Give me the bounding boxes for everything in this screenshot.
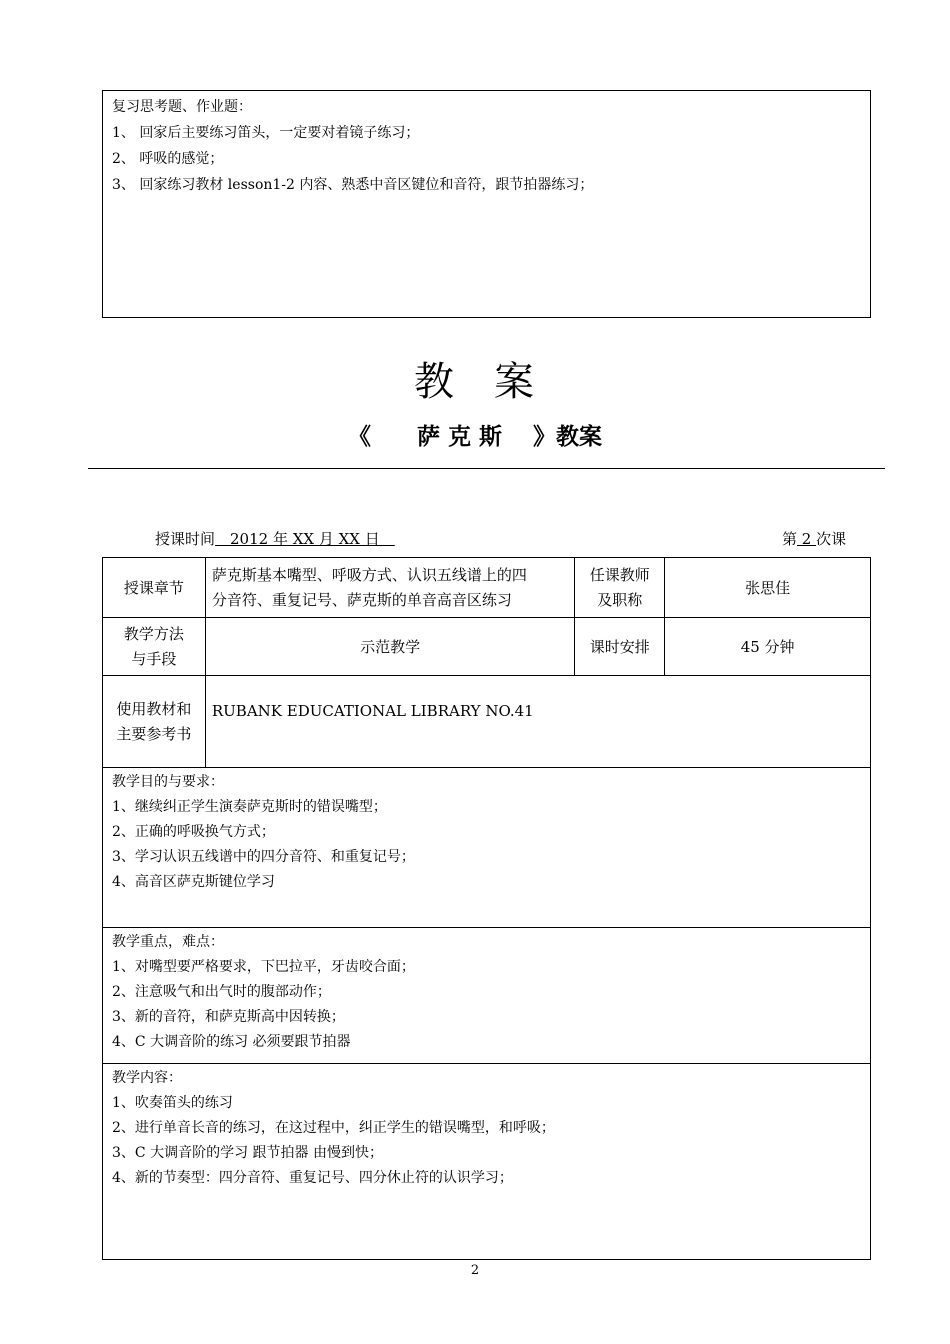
date-line <box>155 528 395 549</box>
objectives-section <box>102 767 871 928</box>
method-value: 示范教学 <box>205 618 574 676</box>
objectives-heading: 教学目的与要求： <box>112 774 224 790</box>
teacher-value: 张思佳 <box>665 558 871 618</box>
list-item: 3、新的音符，和萨克斯高中因转换； <box>112 1009 345 1025</box>
course-subtitle: 《 萨 克 斯 》教案 <box>347 424 603 450</box>
title-divider <box>88 468 885 469</box>
list-item: 4、C 大调音阶的练习 必须要跟节拍器 <box>112 1034 351 1050</box>
list-item: 3、C 大调音阶的学习 跟节拍器 由慢到快； <box>112 1145 383 1161</box>
key-points-heading: 教学重点，难点： <box>112 934 224 950</box>
review-section <box>102 90 871 318</box>
list-item: 2、进行单音长音的练习，在这过程中，纠正学生的错误嘴型，和呼吸； <box>112 1120 555 1136</box>
key-points-section <box>102 927 871 1064</box>
content-section <box>102 1063 871 1260</box>
date-value: 2012 年 XX 月 XX 日 <box>215 530 395 548</box>
teacher-label: 任课教师 及职称 <box>575 558 665 618</box>
list-item: 4、高音区萨克斯键位学习 <box>112 874 275 890</box>
page-title: 教 案 <box>414 359 536 405</box>
list-item: 1、继续纠正学生演奏萨克斯时的错误嘴型； <box>112 799 387 815</box>
list-item: 3、学习认识五线谱中的四分音符、和重复记号； <box>112 849 415 865</box>
list-item: 1、吹奏笛头的练习 <box>112 1095 233 1111</box>
lesson-count: 第 2 次课 <box>782 530 847 548</box>
books-label: 使用教材和 主要参考书 <box>103 676 206 768</box>
lesson-info-table <box>102 557 871 768</box>
lesson-number: 2 <box>797 530 817 548</box>
hours-value: 45 分钟 <box>665 618 871 676</box>
list-item: 2、注意吸气和出气时的腹部动作； <box>112 984 331 1000</box>
chapter-label: 授课章节 <box>103 558 206 618</box>
books-value: RUBANK EDUCATIONAL LIBRARY NO.41 <box>205 676 870 768</box>
review-item: 1、 回家后主要练习笛头，一定要对着镜子练习； <box>112 125 420 141</box>
table-row <box>103 618 871 676</box>
review-item: 2、 呼吸的感觉； <box>112 151 224 167</box>
date-label: 授课时间 <box>155 530 216 548</box>
list-item: 4、新的节奏型：四分音符、重复记号、四分休止符的认识学习； <box>112 1170 513 1186</box>
review-heading: 复习思考题、作业题： <box>112 99 252 115</box>
method-label: 教学方法 与手段 <box>103 618 206 676</box>
table-row <box>103 558 871 618</box>
list-item: 2、正确的呼吸换气方式； <box>112 824 275 840</box>
list-item: 1、对嘴型要严格要求，下巴拉平，牙齿咬合面； <box>112 959 415 975</box>
hours-label: 课时安排 <box>575 618 665 676</box>
content-heading: 教学内容： <box>112 1070 182 1086</box>
chapter-value: 萨克斯基本嘴型、呼吸方式、认识五线谱上的四 分音符、重复记号、萨克斯的单音高音区练习 <box>205 558 574 618</box>
page-number: 2 <box>470 1263 480 1278</box>
review-item: 3、 回家练习教材 lesson1-2 内容、熟悉中音区键位和音符，跟节拍器练习； <box>112 177 594 193</box>
table-row <box>103 676 871 768</box>
